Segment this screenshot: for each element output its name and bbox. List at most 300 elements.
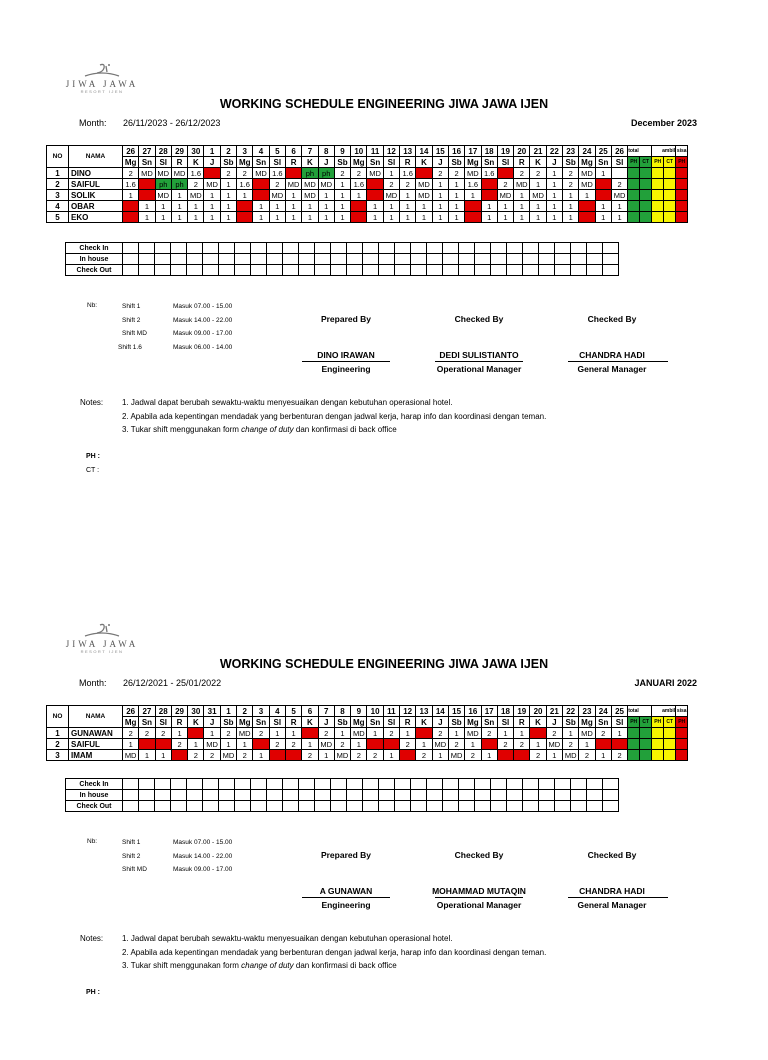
occupancy-cell[interactable] [523,243,539,254]
occupancy-cell[interactable] [603,265,619,276]
shift-cell[interactable]: 1 [318,201,334,212]
occupancy-cell[interactable] [491,254,507,265]
occupancy-cell[interactable] [587,243,603,254]
occupancy-cell[interactable] [347,779,363,790]
occupancy-cell[interactable] [251,254,267,265]
shift-cell[interactable]: 1 [220,739,236,750]
shift-cell[interactable]: 1 [448,201,464,212]
shift-cell[interactable]: 2 [139,728,155,739]
shift-cell[interactable]: 1 [318,190,334,201]
shift-cell[interactable]: 1 [514,190,530,201]
shift-cell[interactable]: 1 [448,179,464,190]
shift-cell[interactable]: 2 [432,728,448,739]
shift-cell[interactable]: 1.6 [269,168,285,179]
shift-cell[interactable]: 2 [188,179,204,190]
occupancy-cell[interactable] [459,265,475,276]
occupancy-cell[interactable] [379,790,395,801]
shift-cell[interactable]: 1 [302,739,318,750]
shift-cell[interactable]: 1 [595,750,611,761]
occupancy-cell[interactable] [587,779,603,790]
occupancy-cell[interactable] [427,254,443,265]
occupancy-cell[interactable] [443,790,459,801]
shift-cell[interactable]: 1 [497,728,513,739]
occupancy-cell[interactable] [395,254,411,265]
occupancy-cell[interactable] [299,779,315,790]
shift-cell[interactable]: MD [563,750,579,761]
shift-cell[interactable]: MD [123,750,139,761]
shift-cell[interactable]: 1 [383,201,399,212]
shift-cell[interactable]: 1 [285,190,301,201]
shift-cell[interactable]: 1 [285,728,301,739]
occupancy-cell[interactable] [507,265,523,276]
occupancy-cell[interactable] [475,790,491,801]
shift-cell[interactable]: 0 [416,728,432,739]
occupancy-cell[interactable] [395,779,411,790]
shift-cell[interactable]: ph [318,168,334,179]
shift-cell[interactable]: 2 [334,739,350,750]
shift-cell[interactable]: 0 [123,201,139,212]
shift-cell[interactable]: 2 [220,168,236,179]
occupancy-cell[interactable] [443,243,459,254]
shift-cell[interactable]: 0 [465,201,481,212]
shift-cell[interactable]: 1 [546,201,562,212]
occupancy-cell[interactable] [347,265,363,276]
shift-cell[interactable]: 0 [139,739,155,750]
occupancy-cell[interactable] [299,243,315,254]
occupancy-cell[interactable] [331,265,347,276]
shift-cell[interactable]: 0 [351,212,367,223]
occupancy-cell[interactable] [555,265,571,276]
occupancy-cell[interactable] [523,801,539,812]
occupancy-cell[interactable] [475,801,491,812]
occupancy-cell[interactable] [283,243,299,254]
shift-cell[interactable]: MD [302,190,318,201]
shift-cell[interactable] [611,168,627,179]
occupancy-cell[interactable] [155,779,171,790]
shift-cell[interactable]: 2 [123,728,139,739]
occupancy-cell[interactable] [187,265,203,276]
occupancy-cell[interactable] [571,254,587,265]
occupancy-cell[interactable] [459,801,475,812]
occupancy-cell[interactable] [315,801,331,812]
shift-cell[interactable]: 1 [432,179,448,190]
occupancy-cell[interactable] [475,265,491,276]
shift-cell[interactable]: 1 [269,201,285,212]
occupancy-cell[interactable] [123,779,139,790]
shift-cell[interactable]: 1 [367,728,383,739]
shift-cell[interactable]: 1 [481,201,497,212]
shift-cell[interactable]: 0 [579,201,595,212]
shift-cell[interactable]: 0 [253,190,269,201]
occupancy-cell[interactable] [171,801,187,812]
shift-cell[interactable]: 2 [497,179,513,190]
occupancy-cell[interactable] [267,779,283,790]
shift-cell[interactable]: 2 [351,168,367,179]
shift-cell[interactable]: MD [204,739,220,750]
shift-cell[interactable]: 1 [139,750,155,761]
shift-cell[interactable]: MD [579,728,595,739]
occupancy-cell[interactable] [331,243,347,254]
shift-cell[interactable]: 1 [220,212,236,223]
shift-cell[interactable]: 2 [530,168,546,179]
occupancy-cell[interactable] [571,243,587,254]
occupancy-cell[interactable] [523,779,539,790]
shift-cell[interactable]: 1 [595,201,611,212]
shift-cell[interactable]: MD [432,739,448,750]
shift-cell[interactable]: 2 [432,168,448,179]
occupancy-cell[interactable] [427,779,443,790]
occupancy-cell[interactable] [235,790,251,801]
occupancy-cell[interactable] [571,790,587,801]
shift-cell[interactable]: 1 [367,201,383,212]
shift-cell[interactable]: MD [318,179,334,190]
shift-cell[interactable]: 1 [546,168,562,179]
shift-cell[interactable]: MD [579,168,595,179]
occupancy-cell[interactable] [539,790,555,801]
shift-cell[interactable]: 1 [204,212,220,223]
shift-cell[interactable]: 0 [253,179,269,190]
occupancy-cell[interactable] [203,265,219,276]
occupancy-cell[interactable] [427,790,443,801]
occupancy-cell[interactable] [235,801,251,812]
occupancy-cell[interactable] [539,265,555,276]
occupancy-cell[interactable] [123,790,139,801]
shift-cell[interactable]: 0 [367,739,383,750]
shift-cell[interactable]: 1 [448,728,464,739]
occupancy-cell[interactable] [203,790,219,801]
occupancy-cell[interactable] [219,779,235,790]
occupancy-cell[interactable] [203,243,219,254]
shift-cell[interactable]: MD [155,190,171,201]
shift-cell[interactable]: MD [546,739,562,750]
shift-cell[interactable]: 1 [530,201,546,212]
occupancy-cell[interactable] [155,243,171,254]
occupancy-cell[interactable] [187,790,203,801]
shift-cell[interactable]: 1 [530,739,546,750]
occupancy-cell[interactable] [523,790,539,801]
occupancy-cell[interactable] [219,790,235,801]
shift-cell[interactable]: 1 [253,750,269,761]
shift-cell[interactable]: 1 [351,190,367,201]
occupancy-cell[interactable] [235,254,251,265]
occupancy-cell[interactable] [491,243,507,254]
shift-cell[interactable]: 1 [416,201,432,212]
shift-cell[interactable]: MD [285,179,301,190]
occupancy-cell[interactable] [251,779,267,790]
shift-cell[interactable]: 0 [514,750,530,761]
shift-cell[interactable]: MD [220,750,236,761]
occupancy-cell[interactable] [411,801,427,812]
shift-cell[interactable]: MD [237,728,253,739]
shift-cell[interactable]: 1 [416,739,432,750]
shift-cell[interactable]: 1 [188,201,204,212]
occupancy-cell[interactable] [171,254,187,265]
shift-cell[interactable]: 0 [400,750,416,761]
shift-cell[interactable]: MD [188,190,204,201]
shift-cell[interactable]: 2 [416,750,432,761]
shift-cell[interactable]: MD [139,168,155,179]
occupancy-cell[interactable] [139,790,155,801]
shift-cell[interactable]: 0 [465,212,481,223]
shift-cell[interactable]: 1 [204,190,220,201]
shift-cell[interactable]: 2 [595,728,611,739]
occupancy-cell[interactable] [491,779,507,790]
occupancy-cell[interactable] [139,265,155,276]
shift-cell[interactable]: 2 [465,750,481,761]
occupancy-cell[interactable] [283,790,299,801]
shift-cell[interactable]: 2 [563,739,579,750]
shift-cell[interactable]: 0 [611,739,627,750]
shift-cell[interactable]: 2 [318,728,334,739]
occupancy-cell[interactable] [555,254,571,265]
shift-cell[interactable]: MD [334,750,350,761]
occupancy-cell[interactable] [475,779,491,790]
shift-cell[interactable]: 1 [546,750,562,761]
shift-cell[interactable]: 0 [188,728,204,739]
occupancy-cell[interactable] [411,243,427,254]
shift-cell[interactable]: 1 [497,201,513,212]
occupancy-cell[interactable] [443,779,459,790]
occupancy-cell[interactable] [363,265,379,276]
occupancy-cell[interactable] [283,801,299,812]
occupancy-cell[interactable] [363,243,379,254]
occupancy-cell[interactable] [139,254,155,265]
shift-cell[interactable]: MD [155,168,171,179]
shift-cell[interactable]: 1 [514,728,530,739]
shift-cell[interactable]: 1 [432,190,448,201]
occupancy-cell[interactable] [427,243,443,254]
shift-cell[interactable]: 1 [334,212,350,223]
occupancy-cell[interactable] [331,254,347,265]
occupancy-cell[interactable] [155,801,171,812]
shift-cell[interactable]: 1 [220,190,236,201]
shift-cell[interactable]: 0 [579,212,595,223]
shift-cell[interactable]: 1 [123,739,139,750]
shift-cell[interactable]: MD [465,728,481,739]
shift-cell[interactable]: 1 [269,212,285,223]
occupancy-cell[interactable] [315,243,331,254]
shift-cell[interactable]: 0 [481,179,497,190]
shift-cell[interactable]: 2 [400,739,416,750]
occupancy-cell[interactable] [523,254,539,265]
occupancy-cell[interactable] [491,801,507,812]
shift-cell[interactable]: 1 [595,168,611,179]
shift-cell[interactable]: 1 [285,212,301,223]
occupancy-cell[interactable] [123,254,139,265]
shift-cell[interactable]: 2 [220,728,236,739]
shift-cell[interactable]: 0 [383,739,399,750]
occupancy-cell[interactable] [187,801,203,812]
occupancy-cell[interactable] [443,265,459,276]
shift-cell[interactable]: 2 [155,728,171,739]
occupancy-cell[interactable] [219,801,235,812]
occupancy-cell[interactable] [443,254,459,265]
shift-cell[interactable]: 2 [285,739,301,750]
occupancy-cell[interactable] [555,779,571,790]
shift-cell[interactable]: 1 [579,739,595,750]
occupancy-cell[interactable] [539,779,555,790]
shift-cell[interactable]: 1.6 [400,168,416,179]
shift-cell[interactable]: MD [383,190,399,201]
occupancy-cell[interactable] [347,801,363,812]
occupancy-cell[interactable] [331,779,347,790]
shift-cell[interactable]: 2 [123,168,139,179]
occupancy-cell[interactable] [267,254,283,265]
occupancy-cell[interactable] [235,779,251,790]
shift-cell[interactable]: 1 [334,190,350,201]
shift-cell[interactable]: 0 [285,168,301,179]
shift-cell[interactable]: 1 [563,190,579,201]
shift-cell[interactable]: 1 [383,168,399,179]
occupancy-cell[interactable] [587,265,603,276]
occupancy-cell[interactable] [203,254,219,265]
occupancy-cell[interactable] [155,265,171,276]
occupancy-cell[interactable] [203,779,219,790]
shift-cell[interactable]: 2 [367,750,383,761]
occupancy-cell[interactable] [491,790,507,801]
shift-cell[interactable]: 0 [497,168,513,179]
occupancy-cell[interactable] [139,243,155,254]
occupancy-cell[interactable] [171,779,187,790]
occupancy-cell[interactable] [267,801,283,812]
occupancy-cell[interactable] [283,265,299,276]
shift-cell[interactable]: 0 [171,750,187,761]
shift-cell[interactable]: 2 [611,179,627,190]
shift-cell[interactable]: 1 [546,190,562,201]
shift-cell[interactable]: 1 [139,212,155,223]
occupancy-cell[interactable] [363,779,379,790]
shift-cell[interactable]: 1 [563,728,579,739]
shift-cell[interactable]: 1 [481,212,497,223]
shift-cell[interactable]: MD [448,750,464,761]
shift-cell[interactable]: 1 [334,201,350,212]
occupancy-cell[interactable] [251,265,267,276]
shift-cell[interactable]: 1 [367,212,383,223]
shift-cell[interactable]: 2 [448,168,464,179]
occupancy-cell[interactable] [155,790,171,801]
occupancy-cell[interactable] [363,790,379,801]
shift-cell[interactable]: 0 [237,201,253,212]
shift-cell[interactable]: MD [302,179,318,190]
occupancy-cell[interactable] [219,254,235,265]
occupancy-cell[interactable] [171,243,187,254]
occupancy-cell[interactable] [123,801,139,812]
shift-cell[interactable]: 1 [416,212,432,223]
shift-cell[interactable]: 2 [383,728,399,739]
shift-cell[interactable]: MD [514,179,530,190]
shift-cell[interactable]: 1 [514,212,530,223]
shift-cell[interactable]: 0 [351,201,367,212]
occupancy-cell[interactable] [411,779,427,790]
shift-cell[interactable]: MD [611,190,627,201]
occupancy-cell[interactable] [331,790,347,801]
shift-cell[interactable]: 0 [285,750,301,761]
occupancy-cell[interactable] [443,801,459,812]
shift-cell[interactable]: 1 [318,750,334,761]
occupancy-cell[interactable] [603,790,619,801]
occupancy-cell[interactable] [603,254,619,265]
shift-cell[interactable]: 1 [302,201,318,212]
shift-cell[interactable]: 1 [123,190,139,201]
occupancy-cell[interactable] [507,779,523,790]
shift-cell[interactable]: 1 [530,179,546,190]
shift-cell[interactable]: 1 [546,212,562,223]
shift-cell[interactable]: 0 [481,190,497,201]
shift-cell[interactable]: 2 [563,168,579,179]
shift-cell[interactable]: 2 [171,739,187,750]
occupancy-cell[interactable] [507,243,523,254]
shift-cell[interactable]: 1 [546,179,562,190]
shift-cell[interactable]: 1.6 [481,168,497,179]
occupancy-cell[interactable] [267,243,283,254]
shift-cell[interactable]: 2 [563,179,579,190]
occupancy-cell[interactable] [523,265,539,276]
shift-cell[interactable]: 1 [481,750,497,761]
occupancy-cell[interactable] [539,243,555,254]
shift-cell[interactable]: 1 [155,212,171,223]
occupancy-cell[interactable] [187,254,203,265]
occupancy-cell[interactable] [459,254,475,265]
shift-cell[interactable]: 2 [237,168,253,179]
shift-cell[interactable]: 1 [448,212,464,223]
shift-cell[interactable]: 1 [318,212,334,223]
occupancy-cell[interactable] [379,243,395,254]
occupancy-cell[interactable] [363,801,379,812]
occupancy-cell[interactable] [539,801,555,812]
shift-cell[interactable]: 2 [579,750,595,761]
shift-cell[interactable]: 1 [188,739,204,750]
occupancy-cell[interactable] [203,801,219,812]
occupancy-cell[interactable] [315,790,331,801]
occupancy-cell[interactable] [123,265,139,276]
occupancy-cell[interactable] [315,779,331,790]
occupancy-cell[interactable] [555,790,571,801]
shift-cell[interactable]: 2 [514,739,530,750]
shift-cell[interactable]: 1.6 [465,179,481,190]
occupancy-cell[interactable] [571,265,587,276]
occupancy-cell[interactable] [219,243,235,254]
occupancy-cell[interactable] [507,254,523,265]
shift-cell[interactable]: 1 [400,212,416,223]
occupancy-cell[interactable] [555,243,571,254]
occupancy-cell[interactable] [251,243,267,254]
occupancy-cell[interactable] [411,254,427,265]
shift-cell[interactable]: 0 [367,190,383,201]
shift-cell[interactable]: 1 [171,212,187,223]
shift-cell[interactable]: MD [416,179,432,190]
shift-cell[interactable]: 2 [204,750,220,761]
shift-cell[interactable]: 2 [530,750,546,761]
occupancy-cell[interactable] [187,779,203,790]
shift-cell[interactable]: 0 [155,739,171,750]
shift-cell[interactable]: 1 [563,212,579,223]
occupancy-cell[interactable] [475,243,491,254]
shift-cell[interactable]: 0 [367,179,383,190]
shift-cell[interactable]: 2 [611,750,627,761]
shift-cell[interactable]: MD [171,168,187,179]
occupancy-cell[interactable] [603,779,619,790]
occupancy-cell[interactable] [235,243,251,254]
shift-cell[interactable]: ph [302,168,318,179]
shift-cell[interactable]: 1 [188,212,204,223]
shift-cell[interactable]: 1 [383,212,399,223]
occupancy-cell[interactable] [395,243,411,254]
shift-cell[interactable]: 1 [465,739,481,750]
shift-cell[interactable]: 2 [269,739,285,750]
shift-cell[interactable]: 0 [204,168,220,179]
occupancy-cell[interactable] [347,790,363,801]
occupancy-cell[interactable] [171,265,187,276]
